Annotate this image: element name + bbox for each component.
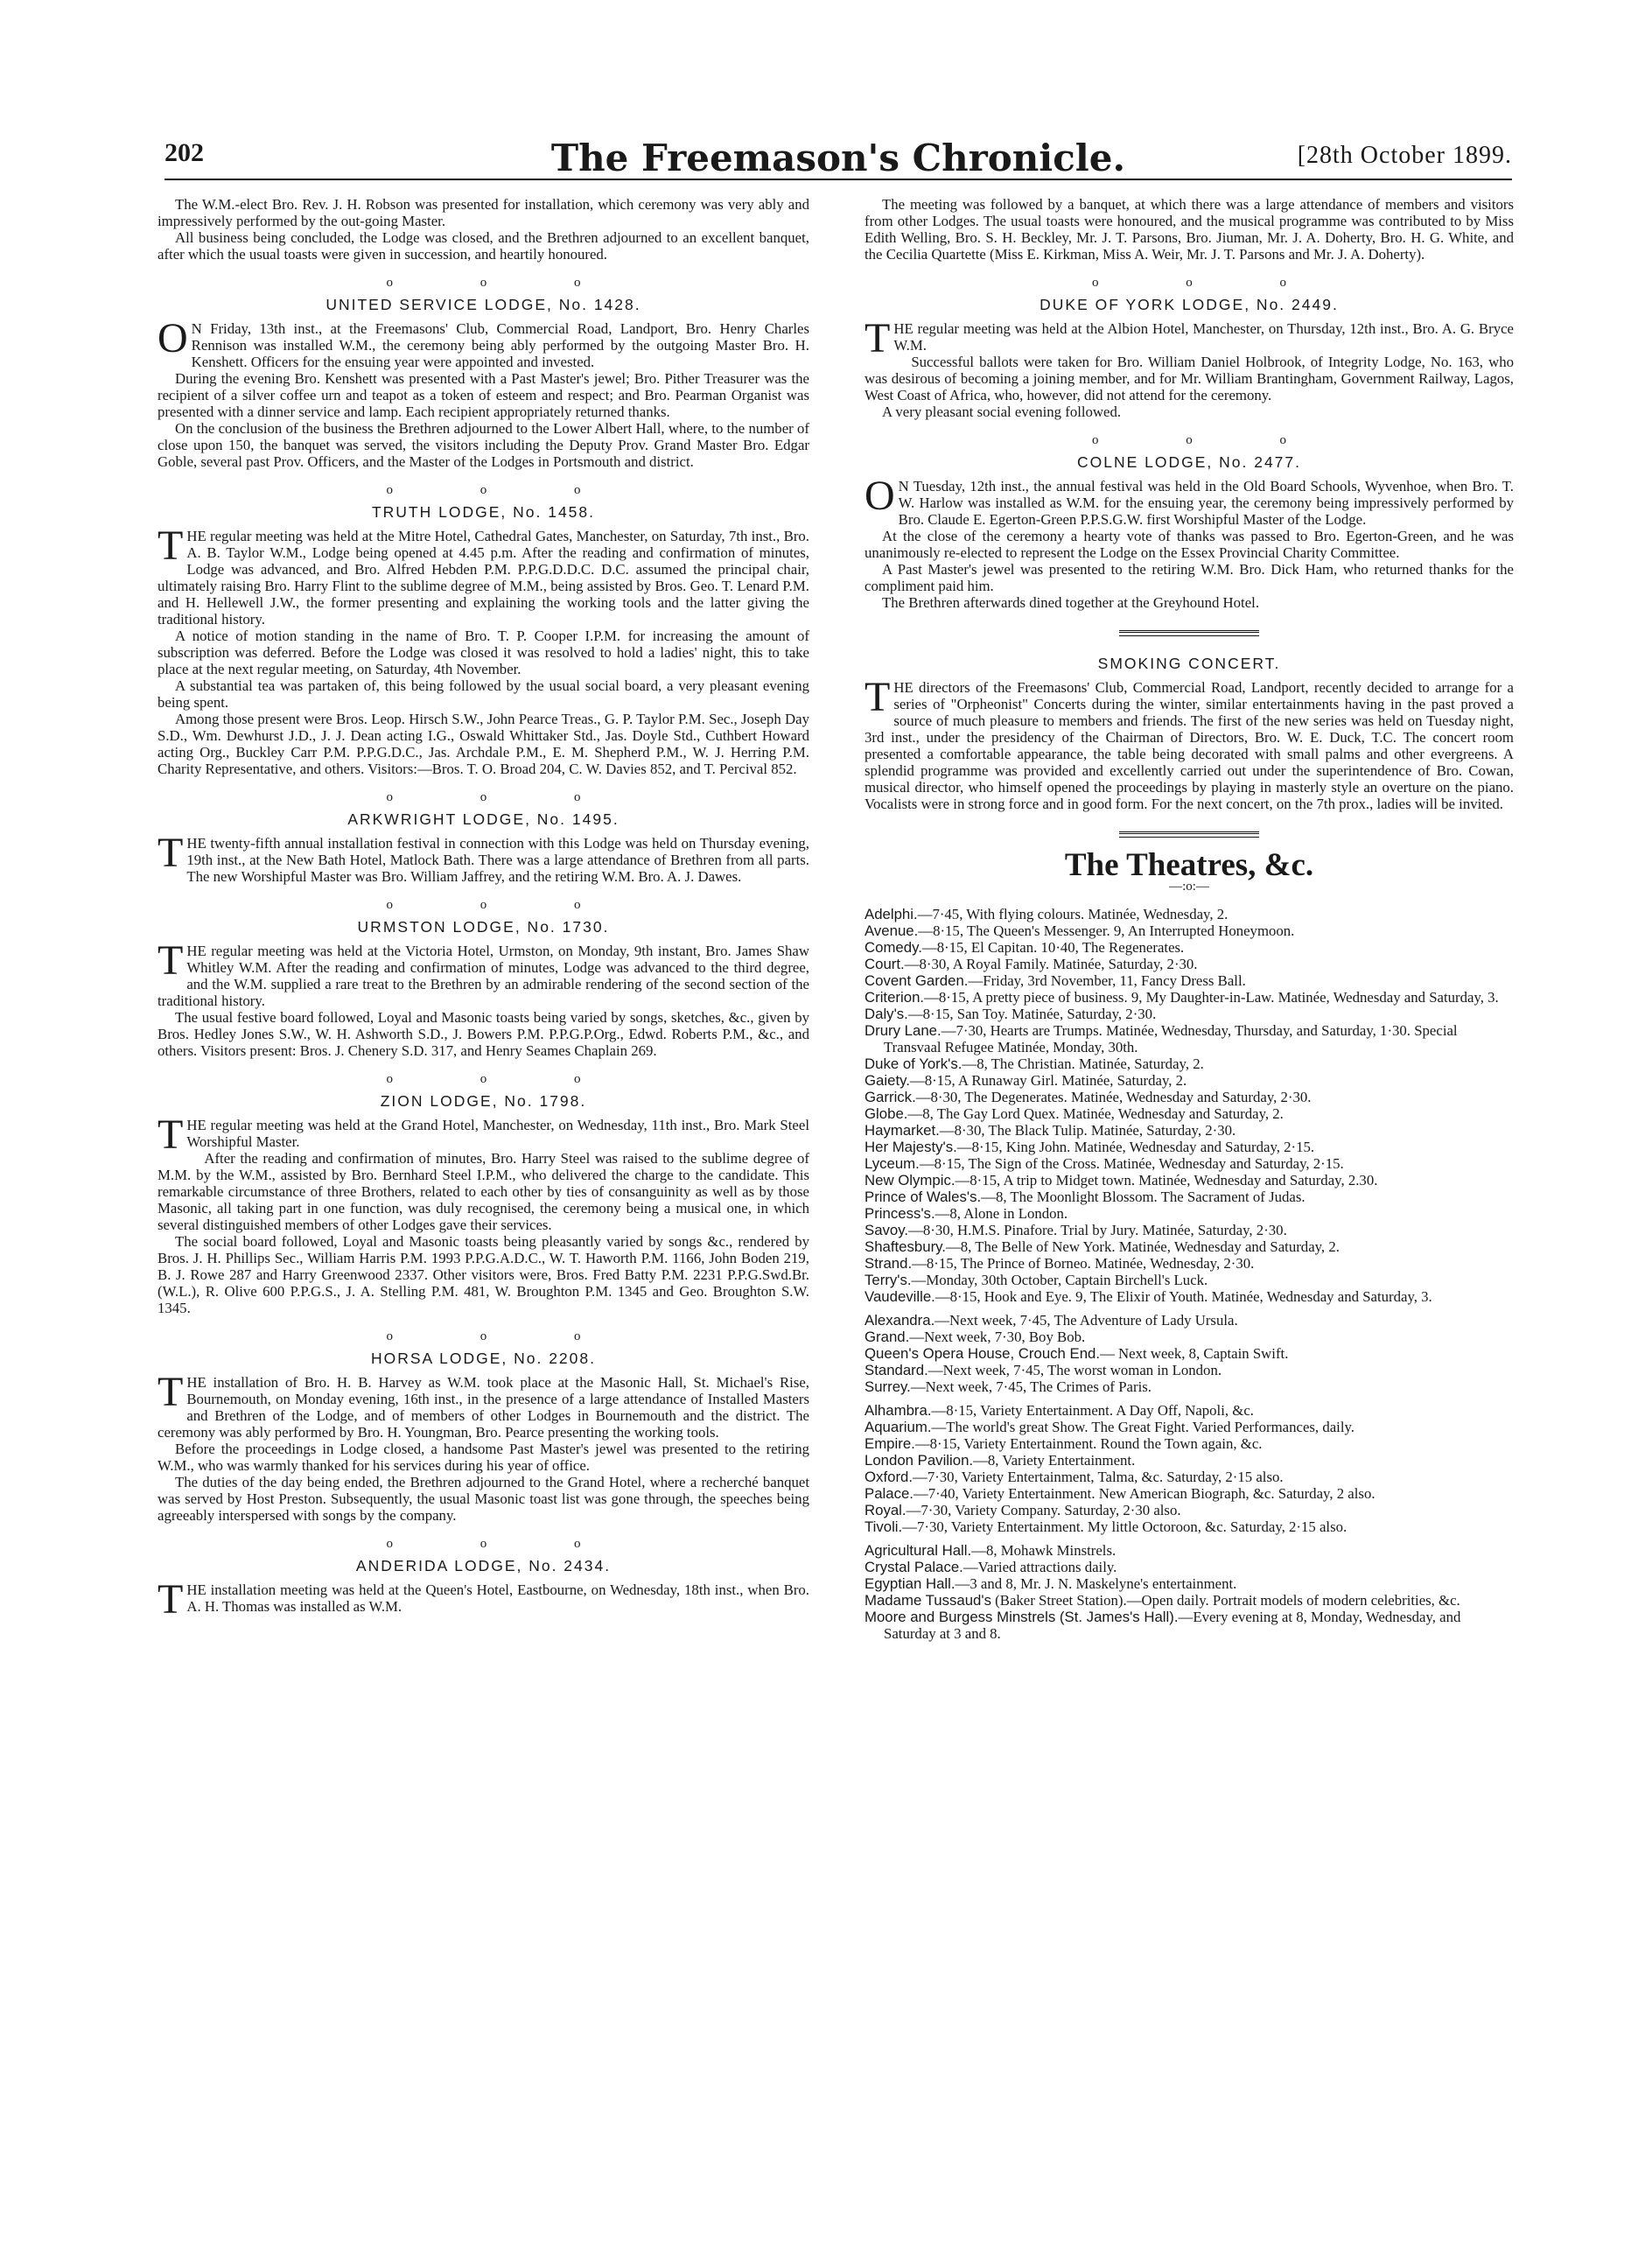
- theatre-details: —8, Mohawk Minstrels.: [971, 1542, 1116, 1559]
- theatre-entry: [864, 1402, 1514, 1419]
- issue-date: [28th October 1899.: [1297, 142, 1512, 169]
- drop-cap: T: [158, 522, 184, 569]
- theatre-name: Tivoli.: [864, 1518, 903, 1535]
- lodge-paragraph: [864, 473, 1514, 528]
- section-divider: o o o: [1092, 433, 1328, 447]
- theatre-entry: [864, 1452, 1514, 1469]
- lodge-paragraph: After the reading and confirmation of minutes, Bro. Harry Steel was raised to the sublime degree of M.M. by the W.M., assisted by Bro. Bernhard Steel I.P.M., who delivered the charge to the candidate. This remarkable circumstance of three Brothers, related to each other by ties of consanguinity as well as by those Masonic, all taking part in one function, was duly recognised, the ceremony being a musical one, in which several distinguished members of other Lodges gave their services.: [158, 1150, 809, 1233]
- lodge-title: DUKE OF YORK LODGE, No. 2449.: [1040, 296, 1339, 313]
- theatre-details: —Varied attractions daily.: [962, 1559, 1117, 1575]
- section-divider: o o o: [386, 1537, 623, 1551]
- theatre-details: —Next week, 7·45, The Adventure of Lady Ursula.: [934, 1312, 1238, 1329]
- theatre-name: Alhambra.: [864, 1402, 932, 1419]
- drop-cap: T: [158, 1369, 184, 1415]
- theatre-details: —8·30, H.M.S. Pinafore. Trial by Jury. Matinée, Saturday, 2·30.: [908, 1222, 1287, 1238]
- theatre-entry: [864, 1542, 1514, 1559]
- lodge-paragraph: [864, 315, 1514, 361]
- theatre-name: Oxford.: [864, 1469, 914, 1485]
- theatre-details: —8, The Gay Lord Quex. Matinée, Wednesday and Saturday, 2.: [907, 1105, 1284, 1122]
- theatre-name: Vaudeville.: [864, 1288, 935, 1305]
- theatre-name: Empire.: [864, 1435, 915, 1452]
- theatre-entry: [864, 1172, 1514, 1189]
- theatre-details: —Monday, 30th October, Captain Birchell's Luck.: [911, 1272, 1208, 1288]
- theatre-details: —Every evening at 8, Monday, Wednesday, and Saturday at 3 and 8.: [884, 1609, 1461, 1642]
- lodge-paragraph: The usual festive board followed, Loyal and Masonic toasts being varied by songs, sketches, &c., given by Bros. Hedley Jones S.W., W. H. Ashworth S.D., J. Bowers P.M. P.P.G.P.Org., Edwd. Roberts P.M., &c., and others. Visitors present: Bros. J. Chenery S.D. 317, and Henry Seames Chaplain 269.: [158, 1009, 809, 1059]
- theatre-entry: [864, 1592, 1514, 1609]
- group-gap: [864, 1535, 1514, 1542]
- lodge-paragraph: A notice of motion standing in the name of Bro. T. P. Cooper I.P.M. for increasing the amount of subscription was deferred. Before the Lodge was closed it was resolved to hold a ladies' night, this to take place at the next regular meeting, on Saturday, 4th November.: [158, 628, 809, 677]
- theatre-entry: [864, 939, 1514, 956]
- paragraph-text: HE regular meeting was held at the Mitre Hotel, Cathedral Gates, Manchester, on Saturday, 7th inst., Bro. A. B. Taylor W.M., Lodge being opened at 4.45 p.m. After the reading and confirmation of minutes, Lodge was advanced, and Bro. Alfred Hebden P.M. P.P.G.D.D.C. D.C. assumed the principal chair, ultimately raising Bro. Harry Flint to the sublime degree of M.M., being assisted by Bros. Geo. T. Lenard P.M. and H. Hellewell J.W., the former presenting and explaining the working tools and the latter giving the traditional history.: [158, 528, 809, 628]
- section-rule: [1119, 831, 1259, 838]
- theatre-entry: [864, 1155, 1514, 1172]
- theatre-entry: [864, 1105, 1514, 1122]
- theatre-entry: [864, 1312, 1514, 1329]
- drop-cap: T: [158, 830, 184, 876]
- theatre-entry: [864, 1272, 1514, 1288]
- drop-cap: T: [158, 1576, 184, 1623]
- theatre-entry: [864, 1139, 1514, 1155]
- lodge-title: ZION LODGE, No. 1798.: [380, 1092, 587, 1110]
- lodge-paragraph: [864, 674, 1514, 812]
- theatre-name: Standard.: [864, 1362, 928, 1378]
- lodge-paragraph: [158, 315, 809, 370]
- theatre-details: —8·15, El Capitan. 10·40, The Regenerates.: [921, 939, 1185, 956]
- theatre-name: Comedy.: [864, 939, 922, 956]
- theatre-name: Her Majesty's.: [864, 1139, 957, 1155]
- theatre-name: Royal.: [864, 1502, 906, 1518]
- theatre-details: (Baker Street Station).—Open daily. Portrait models of modern celebrities, &c.: [990, 1592, 1460, 1609]
- theatre-entry: [864, 1189, 1514, 1205]
- section-divider: o o o: [386, 1072, 623, 1086]
- intro-paragraph: All business being concluded, the Lodge was closed, and the Brethren adjourned to an excellent banquet, after which the usual toasts were given in succession, and heartily honoured.: [158, 229, 809, 263]
- lodge-title: ANDERIDA LODGE, No. 2434.: [355, 1557, 612, 1574]
- section-divider: o o o: [386, 790, 623, 804]
- theatre-entry: [864, 1575, 1514, 1592]
- theatre-details: —8·15, Variety Entertainment. A Day Off, Napoli, &c.: [931, 1402, 1254, 1419]
- theatre-details: —Next week, 7·45, The worst woman in London.: [928, 1362, 1222, 1378]
- theatre-name: Strand.: [864, 1255, 913, 1272]
- theatre-details: —8·15, The Sign of the Cross. Matinée, Wednesday and Saturday, 2·15.: [919, 1155, 1344, 1172]
- drop-cap: T: [864, 315, 891, 361]
- theatre-entry: [864, 1362, 1514, 1378]
- theatre-details: —7·45, With flying colours. Matinée, Wednesday, 2.: [917, 906, 1228, 922]
- right-column: [864, 196, 1514, 1642]
- group-gap: [864, 1305, 1514, 1312]
- header-rule: [164, 179, 1512, 180]
- lodge-paragraph: The social board followed, Loyal and Masonic toasts being pleasantly varied by songs &c., rendered by Bros. J. H. Phillips Sec., William Harris P.M. 1993 P.P.G.A.D.C., W. T. Haworth P.M. 1166, John Boden 219, B. J. Rowe 287 and Harry Greenwood 2337. Other visitors were, Bros. Fred Batty P.M. 2231 P.P.G.Swd.Br. (W.L.), R. Olive 600 P.P.G.S., J. A. Stelling P.M. 481, W. Broughton P.M. 1345 and Geo. Broughton S.W. 1345.: [158, 1233, 809, 1316]
- theatre-entry: [864, 1502, 1514, 1518]
- theatre-details: —7·30, Hearts are Trumps. Matinée, Wednesday, Thursday, and Saturday, 1·30. Special Transvaal Refugee Matinée, Monday, 30th.: [884, 1022, 1458, 1055]
- theatre-name: Lyceum.: [864, 1155, 920, 1172]
- theatre-name: Aquarium.: [864, 1419, 932, 1435]
- theatre-name: Shaftesbury.: [864, 1238, 946, 1255]
- paragraph-text: HE regular meeting was held at the Victoria Hotel, Urmston, on Monday, 9th instant, Bro. James Shaw Whitley W.M. After the reading and confirmation of minutes, Lodge was advanced to the third degree, and the W.M. supplied a rare treat to the Brethren by an admirable rendering of the second section of the traditional history.: [158, 943, 809, 1009]
- section-divider: o o o: [386, 483, 623, 497]
- theatre-entry: [864, 1469, 1514, 1485]
- theatre-details: —7·30, Variety Entertainment. My little Octoroon, &c. Saturday, 2·15 also.: [902, 1518, 1348, 1535]
- theatre-entry: [864, 989, 1514, 1006]
- group-gap: [864, 1395, 1514, 1402]
- lodge-paragraph: Before the proceedings in Lodge closed, a handsome Past Master's jewel was presented to the retiring W.M., who was warmly thanked for his services during his year of office.: [158, 1441, 809, 1474]
- theatre-details: —8, Variety Entertainment.: [973, 1452, 1136, 1469]
- lodge-paragraph: Among those present were Bros. Leop. Hirsch S.W., John Pearce Treas., G. P. Taylor P.M. Sec., Joseph Day S.D., Wm. Dewhurst J.D., J. J. Dean acting I.G., Oswald Whittaker Std., Jas. Doyle Std., Cuthbert Howard acting Org., Buckley Carr P.M. P.P.G.D.C., Jas. Archdale P.M., E. M. Shepherd P.M., W. J. Herring P.M. Charity Representative, and others. Visitors:—Bros. T. O. Broad 204, C. W. Davies 852, and T. Percival 852.: [158, 711, 809, 777]
- theatre-name: Alexandra.: [864, 1312, 935, 1329]
- lodge-paragraph: Successful ballots were taken for Bro. William Daniel Holbrook, of Integrity Lodge, No. 163, who was desirous of becoming a joining member, and for Mr. William Brantingham, Government Railway, Lagos, West Coast of Africa, who, however, did not attend for the ceremony.: [864, 354, 1514, 403]
- theatre-entry: [864, 1435, 1514, 1452]
- theatre-entry: [864, 972, 1514, 989]
- section-divider: o o o: [386, 898, 623, 912]
- lodge-title: HORSA LODGE, No. 2208.: [370, 1350, 596, 1367]
- theatre-entry: [864, 1222, 1514, 1238]
- paragraph-text: N Tuesday, 12th inst., the annual festival was held in the Old Board Schools, Wyvenhoe, when Bro. T. W. Harlow was installed as W.M. for the ensuing year, the ceremony being impressively performed by Bro. Claude E. Egerton-Green P.P.S.G.W. first Worshipful Master of the Lodge.: [898, 478, 1514, 528]
- paragraph-text: HE regular meeting was held at the Grand Hotel, Manchester, on Wednesday, 11th inst., Bro. Mark Steel Worshipful Master.: [186, 1117, 809, 1150]
- theatre-details: —8·15, A trip to Midget town. Matinée, Wednesday and Saturday, 2.30.: [955, 1172, 1378, 1189]
- theatre-details: —8·15, San Toy. Matinée, Saturday, 2·30.: [907, 1006, 1157, 1022]
- theatre-details: —8·15, A Runaway Girl. Matinée, Saturday, 2.: [909, 1072, 1187, 1089]
- lodge-paragraph: On the conclusion of the business the Brethren adjourned to the Lower Albert Hall, where, to the number of close upon 150, the banquet was served, the visitors including the Deputy Prov. Grand Master Bro. Edgar Goble, several past Prov. Officers, and the Master of the Lodges in Portsmouth and district.: [158, 420, 809, 470]
- drop-cap: O: [864, 473, 895, 519]
- theatre-entry: [864, 1419, 1514, 1435]
- theatre-entry: [864, 906, 1514, 922]
- theatre-name: Crystal Palace.: [864, 1559, 963, 1575]
- theatre-name: Agricultural Hall.: [864, 1542, 972, 1559]
- paragraph-text: HE installation meeting was held at the Queen's Hotel, Eastbourne, on Wednesday, 18th inst., when Bro. A. H. Thomas was installed as W.M.: [186, 1581, 809, 1615]
- drop-cap: T: [864, 674, 891, 720]
- theatre-name: Savoy.: [864, 1222, 909, 1238]
- theatre-name: Gaiety.: [864, 1072, 910, 1089]
- lodge-paragraph: [158, 1369, 809, 1441]
- theatre-entry: [864, 1205, 1514, 1222]
- lodge-title: URMSTON LODGE, No. 1730.: [357, 918, 610, 936]
- theatre-name: Adelphi.: [864, 906, 918, 922]
- theatre-entry: [864, 1072, 1514, 1089]
- theatre-name: Palace.: [864, 1485, 914, 1502]
- theatre-entry: [864, 1378, 1514, 1395]
- theatre-entry: [864, 1329, 1514, 1345]
- theatre-details: —Next week, 7·30, Boy Bob.: [909, 1329, 1086, 1345]
- paragraph-text: HE regular meeting was held at the Albion Hotel, Manchester, on Thursday, 12th inst., Bro. A. G. Bryce W.M.: [893, 320, 1514, 354]
- drop-cap: T: [158, 937, 184, 984]
- theatre-name: Garrick.: [864, 1089, 916, 1105]
- theatres-ornament: —:o:—: [1169, 880, 1209, 894]
- theatre-details: —8, The Moonlight Blossom. The Sacrament of Judas.: [981, 1189, 1306, 1205]
- theatre-name: Princess's.: [864, 1205, 935, 1222]
- theatre-entry: [864, 1006, 1514, 1022]
- lodge-paragraph: The duties of the day being ended, the Brethren adjourned to the Grand Hotel, where a recherché banquet was served by Host Preston. Subsequently, the usual Masonic toast list was gone through, the speeches being agreeably interspersed with songs by the company.: [158, 1474, 809, 1524]
- drop-cap: O: [158, 315, 188, 361]
- section-divider: o o o: [386, 1329, 623, 1343]
- theatre-details: —8·15, A pretty piece of business. 9, My Daughter-in-Law. Matinée, Wednesday and Saturday, 3.: [924, 989, 1499, 1006]
- lodge-title: UNITED SERVICE LODGE, No. 1428.: [326, 296, 641, 313]
- theatre-entry: [864, 1559, 1514, 1575]
- theatre-details: —8·30, A Royal Family. Matinée, Saturday, 2·30.: [904, 956, 1198, 972]
- theatre-entry: [864, 1238, 1514, 1255]
- paragraph-text: HE installation of Bro. H. B. Harvey as W.M. took place at the Masonic Hall, St. Michael's Rise, Bournemouth, on Monday evening, 16th inst., in the presence of a large attendance of Installed Masters and Brethren of the Lodge, and of members of other Lodges in Bournemouth and the district. The ceremony was ably performed by Bro. H. Youngman, Bro. Pearce presenting the working tools.: [158, 1374, 809, 1441]
- theatre-details: —8·15, Hook and Eye. 9, The Elixir of Youth. Matinée, Wednesday and Saturday, 3.: [934, 1288, 1432, 1305]
- theatre-entry: [864, 1055, 1514, 1072]
- paragraph-text: HE twenty-fifth annual installation festival in connection with this Lodge was held on Thursday evening, 19th inst., at the New Bath Hotel, Matlock Bath. There was a large attendance of Brethren from all parts. The new Worshipful Master was Bro. William Jaffrey, and the retiring W.M. Bro. A. J. Dawes.: [186, 835, 809, 885]
- theatre-details: —Next week, 7·45, The Crimes of Paris.: [910, 1378, 1152, 1395]
- theatre-name: Daly's.: [864, 1006, 908, 1022]
- theatre-details: —8·15, Variety Entertainment. Round the Town again, &c.: [914, 1435, 1263, 1452]
- lodge-title: TRUTH LODGE, No. 1458.: [371, 503, 596, 521]
- theatre-name: Haymarket.: [864, 1122, 940, 1139]
- theatre-name: Terry's.: [864, 1272, 912, 1288]
- lodge-paragraph: [158, 937, 809, 1009]
- lodge-paragraph: At the close of the ceremony a hearty vote of thanks was passed to Bro. Egerton-Green, and he was unanimously re-elected to represent the Lodge on the Essex Provincial Charity Committee.: [864, 528, 1514, 561]
- section-divider: o o o: [386, 276, 623, 290]
- theatre-name: Egyptian Hall.: [864, 1575, 956, 1592]
- masthead-title: The Freemason's Chronicle.: [550, 137, 1126, 179]
- lodge-title: COLNE LODGE, No. 2477.: [1076, 453, 1302, 471]
- theatre-name: New Olympic.: [864, 1172, 956, 1189]
- theatre-entry: [864, 1288, 1514, 1305]
- theatre-entry: [864, 922, 1514, 939]
- theatre-details: —8·15, The Prince of Borneo. Matinée, Wednesday, 2·30.: [912, 1255, 1255, 1272]
- theatre-details: —The world's great Show. The Great Fight. Varied Performances, daily.: [931, 1419, 1354, 1435]
- theatre-details: —8·30, The Black Tulip. Matinée, Saturday, 2·30.: [939, 1122, 1236, 1139]
- intro-paragraph: The W.M.-elect Bro. Rev. J. H. Robson was presented for installation, which ceremony was very ably and impressively performed by the out-going Master.: [158, 196, 809, 229]
- theatre-details: —3 and 8, Mr. J. N. Maskelyne's entertainment.: [955, 1575, 1237, 1592]
- lodge-paragraph: [158, 522, 809, 628]
- theatre-details: —Friday, 3rd November, 11, Fancy Dress Ball.: [968, 972, 1246, 989]
- lodge-paragraph: A substantial tea was partaken of, this being followed by the usual social board, a very pleasant evening being spent.: [158, 677, 809, 711]
- theatre-entry: [864, 1122, 1514, 1139]
- theatre-name: Avenue.: [864, 922, 919, 939]
- lodge-paragraph: A very pleasant social evening followed.: [882, 403, 1122, 420]
- theatre-entry: [864, 1089, 1514, 1105]
- theatre-entry: [864, 1022, 1514, 1055]
- theatre-name: Duke of York's.: [864, 1055, 962, 1072]
- theatre-details: —7·30, Variety Entertainment, Talma, &c. Saturday, 2·15 also.: [913, 1469, 1284, 1485]
- theatres-heading: The Theatres, &c.: [1064, 847, 1314, 883]
- paragraph-text: HE directors of the Freemasons' Club, Commercial Road, Landport, recently decided to arrange for a series of "Orpheonist" Concerts during the winter, similar entertainments having in the past proved a source of much pleasure to members and friends. The first of the new series was held on Tuesday night, 3rd inst., under the presidency of the Chairman of Directors, Bro. W. E. Duck, T.C. The concert room presented a comfortable appearance, the table being decorated with small palms and other evergreens. A splendid programme was provided and excellently carried out under the superintendence of Bro. Cowan, musical director, who himself opened the proceedings by playing in masterly style an overture on the piano. Vocalists were in strong force and in good form. For the next concert, on the 7th prox., ladies will be invited.: [864, 679, 1514, 812]
- theatre-entry: [864, 1485, 1514, 1502]
- theatre-details: —7·30, Variety Company. Saturday, 2·30 also.: [906, 1502, 1181, 1518]
- theatre-details: —8·30, The Degenerates. Matinée, Wednesday and Saturday, 2·30.: [915, 1089, 1312, 1105]
- left-column: [158, 196, 809, 1623]
- lodge-paragraph: [158, 1111, 809, 1158]
- theatre-name: London Pavilion.: [864, 1452, 974, 1469]
- theatre-name: Moore and Burgess Minstrels (St. James's Hall).: [864, 1609, 1179, 1625]
- theatre-details: — Next week, 8, Captain Swift.: [1100, 1345, 1289, 1362]
- theatre-name: Criterion.: [864, 989, 925, 1006]
- theatre-details: —8·15, The Queen's Messenger. 9, An Interrupted Honeymoon.: [918, 922, 1295, 939]
- lodge-paragraph: [158, 1576, 809, 1623]
- section-rule: [1119, 630, 1259, 636]
- theatre-details: —8, The Christian. Matinée, Saturday, 2.: [962, 1055, 1204, 1072]
- theatre-name: Globe.: [864, 1105, 908, 1122]
- theatre-name: Prince of Wales's.: [864, 1189, 982, 1205]
- theatre-details: —8, Alone in London.: [934, 1205, 1068, 1222]
- theatre-name: Surrey.: [864, 1378, 911, 1395]
- theatre-entry: [864, 1609, 1514, 1642]
- lodge-paragraph: The Brethren afterwards dined together at the Greyhound Hotel.: [882, 594, 1260, 611]
- theatre-entry: [864, 1518, 1514, 1535]
- theatre-entry: [864, 1255, 1514, 1272]
- lodge-paragraph: A Past Master's jewel was presented to the retiring W.M. Bro. Dick Ham, who returned thanks for the compliment paid him.: [864, 561, 1514, 594]
- theatre-entry: [864, 956, 1514, 972]
- theatre-name: Queen's Opera House, Crouch End.: [864, 1345, 1101, 1362]
- theatre-details: —8·15, King John. Matinée, Wednesday and Saturday, 2·15.: [956, 1139, 1315, 1155]
- theatre-details: —8, The Belle of New York. Matinée, Wednesday and Saturday, 2.: [945, 1238, 1340, 1255]
- lodge-title: ARKWRIGHT LODGE, No. 1495.: [347, 810, 620, 828]
- theatre-entry: [864, 1345, 1514, 1362]
- theatre-name: Covent Garden.: [864, 972, 969, 989]
- section-divider: o o o: [1092, 276, 1328, 290]
- intro-paragraph: The meeting was followed by a banquet, at which there was a large attendance of members and visitors from other Lodges. The usual toasts were honoured, and the musical programme was contributed to by Miss Edith Welling, Bro. S. H. Beckley, Mr. J. T. Parsons, Bro. Jiuman, Mr. J. A. Doherty, Bro. H. G. White, and the Cecilia Quartette (Miss E. Kirkman, Miss A. Weir, Mr. J. T. Parsons and Mr. J. A. Doherty).: [864, 196, 1514, 263]
- theatre-name: Madame Tussaud's: [864, 1592, 991, 1609]
- lodge-paragraph: During the evening Bro. Kenshett was presented with a Past Master's jewel; Bro. Pither Treasurer was the recipient of a silver coffee urn and teapot as a token of esteem and respect; and Bro. Pearman Organist was presented with a dinner service and lamp. Each recipient appropriately returned thanks.: [158, 370, 809, 420]
- theatre-name: Drury Lane.: [864, 1022, 942, 1039]
- theatre-details: —7·40, Variety Entertainment. New American Biograph, &c. Saturday, 2 also.: [913, 1485, 1376, 1502]
- drop-cap: T: [158, 1111, 184, 1158]
- lodge-title: SMOKING CONCERT.: [1097, 655, 1281, 672]
- page-number: 202: [164, 138, 204, 167]
- theatre-name: Court.: [864, 956, 905, 972]
- paragraph-text: N Friday, 13th inst., at the Freemasons' Club, Commercial Road, Landport, Bro. Henry Charles Rennison was installed W.M., the ceremony being ably performed by the outgoing Master Bro. H. Kenshett. Officers for the ensuing year were appointed and invested.: [191, 320, 809, 370]
- lodge-paragraph: [158, 830, 809, 885]
- theatre-name: Grand.: [864, 1329, 910, 1345]
